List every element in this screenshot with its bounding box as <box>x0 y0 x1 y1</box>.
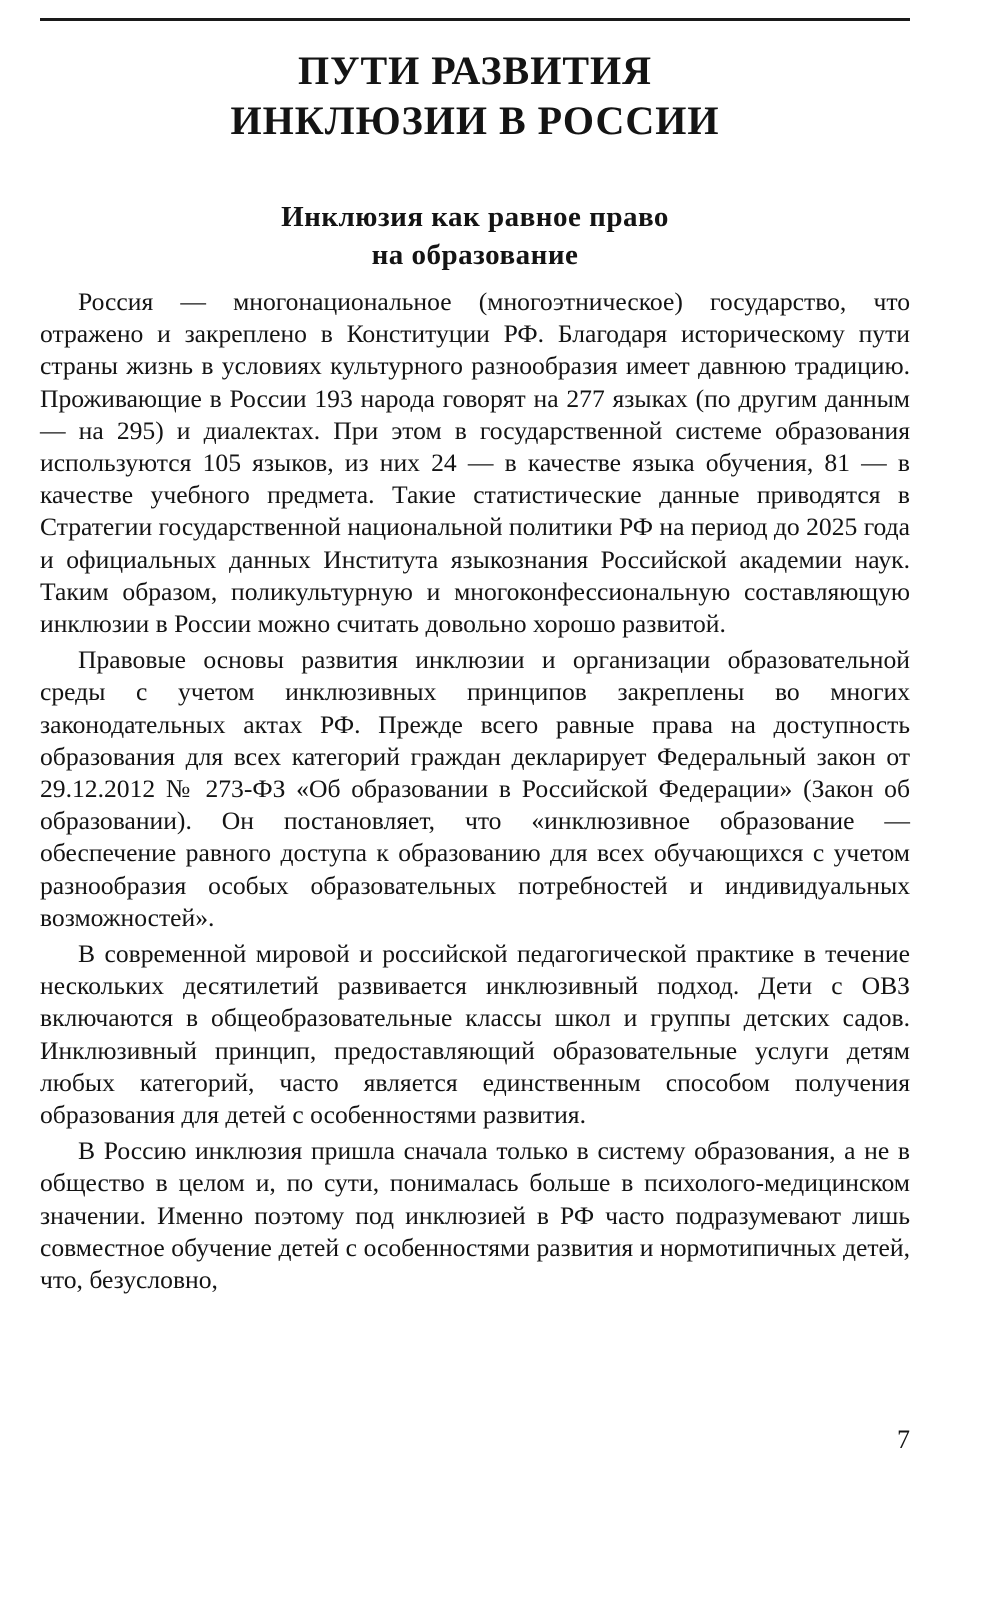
paragraph-1: Россия — многонациональное (многоэтническое) государство, что отражено и закреплено в Конституции РФ. Благодаря историческому пути страны жизнь в условиях культурного разнообразия имеет давнюю традицию. Проживающие в России 193 народа говорят на 277 языках (по другим данным — на 295) и диалектах. При этом в государственной системе образования используются 105 языков, из них 24 — в качестве языка обучения, 81 — в качестве учебного предмета. Такие статистические данные приводятся в Стратегии государственной национальной политики РФ на период до 2025 года и официальных данных Института языкознания Российской академии наук. Таким образом, поликультурную и многоконфессиональную составляющую инклюзии в России можно считать довольно хорошо развитой. <box>40 287 910 639</box>
chapter-title-line-1: ПУТИ РАЗВИТИЯ <box>297 48 653 93</box>
paragraph-3: В современной мировой и российской педагогической практике в течение нескольких десятилетий развивается инклюзивный подход. Дети с ОВЗ включаются в общеобразовательные классы школ и группы детских садов. Инклюзивный принцип, предоставляющий образовательные услуги детям любых категорий, часто является единственным способом получения образования для детей с особенностями развития. <box>40 939 910 1130</box>
body-text <box>40 286 910 1296</box>
section-title-line-2: на образование <box>371 239 579 271</box>
paragraph-2: Правовые основы развития инклюзии и организации образовательной среды с учетом инклюзивных принципов закреплены во многих законодательных актах РФ. Прежде всего равные права на доступность образования для всех категорий граждан декларирует Федеральный закон от 29.12.2012 № 273-ФЗ «Об образовании в Российской Федерации» (Закон об образовании). Он постановляет, что «инклюзивное образование — обеспечение равного доступа к образованию для всех обучающихся с учетом разнообразия особых образовательных потребностей и индивидуальных возможностей». <box>40 645 910 932</box>
section-title <box>40 198 910 274</box>
paragraph-4: В Россию инклюзия пришла сначала только в систему образования, а не в общество в целом и, по сути, понималась больше в психолого-медицинском значении. Именно поэтому под инклюзией в РФ часто подразумевают лишь совместное обучение детей с особенностями развития и нормотипичных детей, что, безусловно, <box>40 1136 910 1295</box>
chapter-title-line-2: ИНКЛЮЗИИ В РОССИИ <box>230 98 720 143</box>
book-page <box>40 0 910 1604</box>
top-rule <box>40 18 910 21</box>
section-title-line-1: Инклюзия как равное право <box>281 201 669 233</box>
chapter-title <box>40 46 910 146</box>
page-number: 7 <box>897 1425 910 1454</box>
